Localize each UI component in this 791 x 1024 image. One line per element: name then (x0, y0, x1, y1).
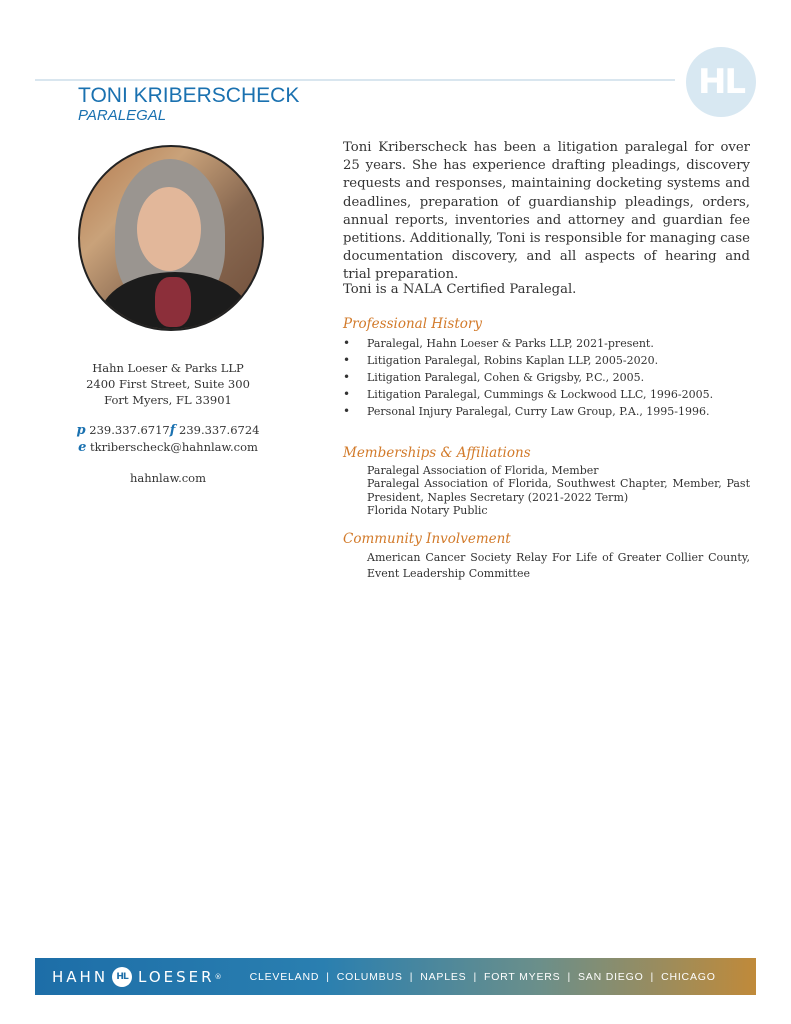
email-label: e (78, 440, 87, 455)
person-title: PARALEGAL (78, 107, 167, 124)
footer-banner (35, 958, 756, 995)
list-item: • Paralegal, Hahn Loeser & Parks LLP, 2021-present. (343, 335, 750, 352)
professional-history-heading: Professional History (343, 316, 482, 332)
list-item: Paralegal Association of Florida, Member (367, 464, 599, 477)
city-item: CLEVELAND (249, 970, 320, 983)
list-item: Florida Notary Public (367, 503, 488, 517)
brand-right: LOESER (138, 967, 215, 986)
city-item: SAN DIEGO (578, 970, 644, 983)
bio-paragraph-2: Toni is a NALA Certified Paralegal. (343, 282, 577, 297)
email-address[interactable]: tkriberscheck@hahnlaw.com (90, 440, 258, 454)
brand-registered: ® (214, 972, 222, 981)
list-item: • Litigation Paralegal, Cummings & Lockwood LLC, 1996-2005. (343, 386, 750, 403)
list-item: • Litigation Paralegal, Robins Kaplan LLP, 2005-2020. (343, 352, 750, 369)
firm-name: Hahn Loeser & Parks LLP (92, 361, 244, 375)
fax-label: f (169, 423, 176, 438)
email-line (68, 439, 268, 456)
list-item: American Cancer Society Relay For Life of Greater Collier County, Event Leadership Committee (367, 551, 750, 580)
hl-logo-text: HL (697, 62, 745, 102)
header-divider (35, 79, 675, 81)
phone-label: p (76, 423, 86, 438)
city-separator: | (409, 970, 414, 983)
city-item: NAPLES (420, 970, 467, 983)
list-item: • Litigation Paralegal, Cohen & Grigsby, P.C., 2005. (343, 369, 750, 386)
city-separator: | (326, 970, 330, 983)
city-item: CHICAGO (661, 970, 716, 983)
community-heading: Community Involvement (343, 531, 511, 547)
city-item: FORT MYERS (484, 970, 561, 983)
city-separator: | (567, 970, 571, 983)
memberships-list (367, 464, 750, 517)
person-name: TONI KRIBERSCHECK (78, 84, 300, 107)
city-item: COLUMBUS (336, 970, 403, 983)
hl-mark-icon: HL (112, 967, 132, 987)
profile-photo (78, 145, 264, 331)
city-address: Fort Myers, FL 33901 (104, 393, 232, 407)
city-separator: | (650, 970, 655, 983)
bio-paragraph-1: Toni Kriberscheck has been a litigation paralegal for over 25 years. She has experience drafting pleadings, discovery requests and responses, maintaining docketing systems and deadlines, preparation of guardianship pleadings, orders, annual reports, inventories and attorney and guardian fee petitions. Additionally, Toni is responsible for managing case documentation discovery, and all aspects of hearing and trial preparation. (343, 140, 750, 283)
professional-history-list (343, 335, 750, 420)
city-separator: | (473, 970, 477, 983)
list-item: • Personal Injury Paralegal, Curry Law Group, P.A., 1995-1996. (343, 403, 750, 420)
phone-fax-line (68, 422, 268, 439)
fax-number: 239.337.6724 (179, 423, 260, 437)
list-item: Paralegal Association of Florida, Southwest Chapter, Member, Past President, Naples Secretary (2021-2022 Term) (367, 477, 750, 504)
hl-logo-icon (686, 47, 756, 117)
phone-number[interactable]: 239.337.6717 (89, 423, 170, 437)
brand-left: HAHN (52, 967, 109, 986)
footer-brand-logo (52, 967, 222, 987)
memberships-heading: Memberships & Affiliations (343, 445, 531, 461)
contact-block (68, 360, 268, 486)
community-list (367, 550, 750, 581)
footer-cities (250, 971, 716, 983)
street-address: 2400 First Street, Suite 300 (86, 377, 250, 391)
website-link[interactable]: hahnlaw.com (129, 471, 206, 485)
